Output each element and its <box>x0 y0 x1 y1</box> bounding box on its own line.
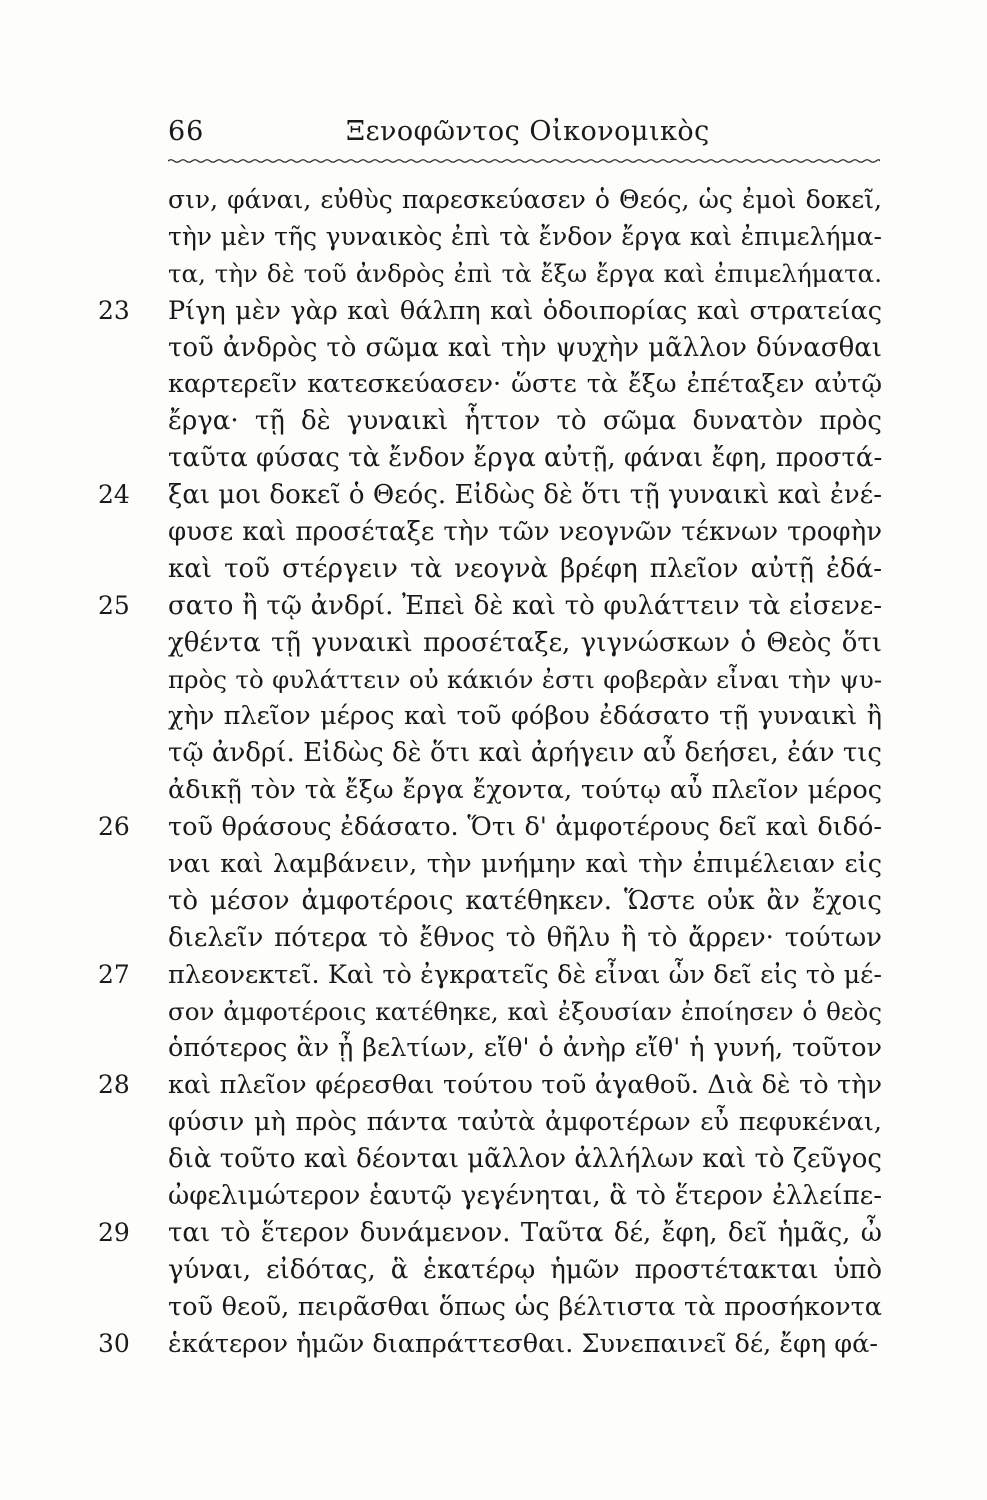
text-line <box>168 514 882 551</box>
line-text: ξαι μοι δοκεῖ ὁ Θεός. Εἰδὼς δὲ ὅτι τῇ γυναικὶ καὶ ἐνέ- <box>168 480 882 511</box>
section-number: 26 <box>98 812 130 842</box>
text-line <box>168 219 882 256</box>
text-line <box>168 1141 882 1178</box>
text-line <box>168 440 882 477</box>
text-line <box>168 735 882 772</box>
line-text: χθέντα τῇ γυναικὶ προσέταξε, γιγνώσκων ὁ Θεὸς ὅτι <box>168 627 882 658</box>
line-text: ἔργα· τῇ δὲ γυναικὶ ἧττον τὸ σῶμα δυνατὸν πρὸς <box>168 406 882 437</box>
body-text <box>98 182 883 1363</box>
section-number: 25 <box>98 590 130 620</box>
section-number: 24 <box>98 480 130 510</box>
section-number: 30 <box>98 1328 130 1358</box>
line-text: τοῦ ἀνδρὸς τὸ σῶμα καὶ τὴν ψυχὴν μᾶλλον δύνασθαι <box>168 332 882 363</box>
text-line <box>168 403 882 440</box>
line-text: πλεονεκτεῖ. Καὶ τὸ ἐγκρατεῖς δὲ εἶναι ὧν δεῖ εἰς τὸ μέ- <box>168 959 882 990</box>
text-line <box>168 1104 882 1141</box>
text-line <box>168 662 882 699</box>
line-text: σατο ἢ τῷ ἀνδρί. Ἐπεὶ δὲ καὶ τὸ φυλάττειν τὰ εἰσενε- <box>168 590 882 621</box>
page-header <box>168 112 880 152</box>
text-line <box>98 477 882 514</box>
line-text: ται τὸ ἕτερον δυνάμενον. Ταῦτα δέ, ἔφη, δεῖ ἡμᾶς, ὦ <box>168 1217 882 1248</box>
line-text: τοῦ θεοῦ, πειρᾶσθαι ὅπως ὡς βέλτιστα τὰ προσήκοντα <box>168 1291 882 1322</box>
line-text: φύσιν μὴ πρὸς πάντα ταὐτὰ ἀμφοτέρων εὖ πεφυκέναι, <box>168 1107 882 1138</box>
line-text: πρὸς τὸ φυλάττειν οὐ κάκιόν ἐστι φοβερὰν εἶναι τὴν ψυ- <box>168 664 882 694</box>
line-text: καρτερεῖν κατεσκεύασεν· ὥστε τὰ ἔξω ἐπέταξεν αὐτῷ <box>168 369 882 400</box>
page-number: 66 <box>168 116 205 147</box>
line-text: ἑκάτερον ἡμῶν διαπράττεσθαι. Συνεπαινεῖ δέ, ἔφη φά- <box>168 1328 878 1359</box>
section-number: 28 <box>98 1070 130 1100</box>
line-text: τῷ ἀνδρί. Εἰδὼς δὲ ὅτι καὶ ἀρήγειν αὖ δεήσει, ἐάν τις <box>168 738 882 769</box>
text-line <box>98 588 882 625</box>
line-text: Ρίγη μὲν γὰρ καὶ θάλπη καὶ ὁδοιπορίας καὶ στρατείας <box>168 295 882 326</box>
text-line <box>168 1178 882 1215</box>
section-number: 29 <box>98 1217 130 1247</box>
text-line <box>168 366 882 403</box>
text-line <box>168 182 882 219</box>
text-line <box>98 1326 882 1363</box>
text-line <box>168 256 882 293</box>
line-text: διὰ τοῦτο καὶ δέονται μᾶλλον ἀλλήλων καὶ τὸ ζεῦγος <box>168 1144 882 1175</box>
line-text: διελεῖν πότερα τὸ ἔθνος τὸ θῆλυ ἢ τὸ ἄρρεν· τούτων <box>168 922 882 953</box>
line-text: γύναι, εἰδότας, ἃ ἑκατέρῳ ἡμῶν προστέτακται ὑπὸ <box>168 1254 882 1285</box>
text-line <box>98 293 882 330</box>
running-title: Ξενοφῶντος Οἰκονομικὸς <box>346 116 710 147</box>
line-text: ταῦτα φύσας τὰ ἔνδον ἔργα αὐτῇ, φάναι ἔφη, προστά- <box>168 443 883 474</box>
line-text: καὶ τοῦ στέργειν τὰ νεογνὰ βρέφη πλεῖον αὐτῇ ἐδά- <box>168 553 882 584</box>
text-line <box>98 957 882 994</box>
line-text: σον ἀμφοτέροις κατέθηκε, καὶ ἐξουσίαν ἐποίησεν ὁ θεὸς <box>168 996 882 1026</box>
line-text: τὸ μέσον ἀμφοτέροις κατέθηκεν. Ὥστε οὐκ ἂν ἔχοις <box>168 885 882 916</box>
line-text: ὠφελιμώτερον ἑαυτῷ γεγένηται, ἃ τὸ ἕτερον ἐλλείπε- <box>168 1181 882 1212</box>
text-line <box>168 625 882 662</box>
text-line <box>168 1030 882 1067</box>
line-text: ναι καὶ λαμβάνειν, τὴν μνήμην καὶ τὴν ἐπιμέλειαν εἰς <box>168 849 882 880</box>
line-text: καὶ πλεῖον φέρεσθαι τούτου τοῦ ἀγαθοῦ. Διὰ δὲ τὸ τὴν <box>168 1070 882 1101</box>
text-line <box>168 883 882 920</box>
line-text: τα, τὴν δὲ τοῦ ἀνδρὸς ἐπὶ τὰ ἔξω ἔργα καὶ ἐπιμελήματα. <box>168 258 882 288</box>
section-number: 27 <box>98 959 130 989</box>
header-rule <box>168 158 880 164</box>
text-line <box>168 551 882 588</box>
text-line <box>168 772 882 809</box>
text-line <box>168 698 882 735</box>
text-line <box>168 1289 882 1326</box>
line-text: φυσε καὶ προσέταξε τὴν τῶν νεογνῶν τέκνων τροφὴν <box>168 517 882 548</box>
line-text: ἀδικῇ τὸν τὰ ἔξω ἔργα ἔχοντα, τούτῳ αὖ πλεῖον μέρος <box>168 775 882 806</box>
text-line <box>168 920 882 957</box>
line-text: τοῦ θράσους ἐδάσατο. Ὅτι δ' ἀμφοτέρους δεῖ καὶ διδό- <box>168 812 882 843</box>
line-text: ὁπότερος ἂν ᾖ βελτίων, εἴθ' ὁ ἀνὴρ εἴθ' ἡ γυνή, τοῦτον <box>168 1033 882 1064</box>
text-line <box>98 809 882 846</box>
text-line <box>168 1252 882 1289</box>
text-line <box>168 994 882 1031</box>
text-line <box>168 330 882 367</box>
line-text: σιν, φάναι, εὐθὺς παρεσκεύασεν ὁ Θεός, ὡς ἐμοὶ δοκεῖ, <box>168 185 882 214</box>
text-line <box>98 1215 882 1252</box>
line-text: χὴν πλεῖον μέρος καὶ τοῦ φόβου ἐδάσατο τῇ γυναικὶ ἢ <box>168 701 882 732</box>
section-number: 23 <box>98 295 130 325</box>
text-line <box>98 1067 882 1104</box>
text-line <box>168 846 882 883</box>
line-text: τὴν μὲν τῆς γυναικὸς ἐπὶ τὰ ἔνδον ἔργα καὶ ἐπιμελήμα- <box>168 221 882 251</box>
